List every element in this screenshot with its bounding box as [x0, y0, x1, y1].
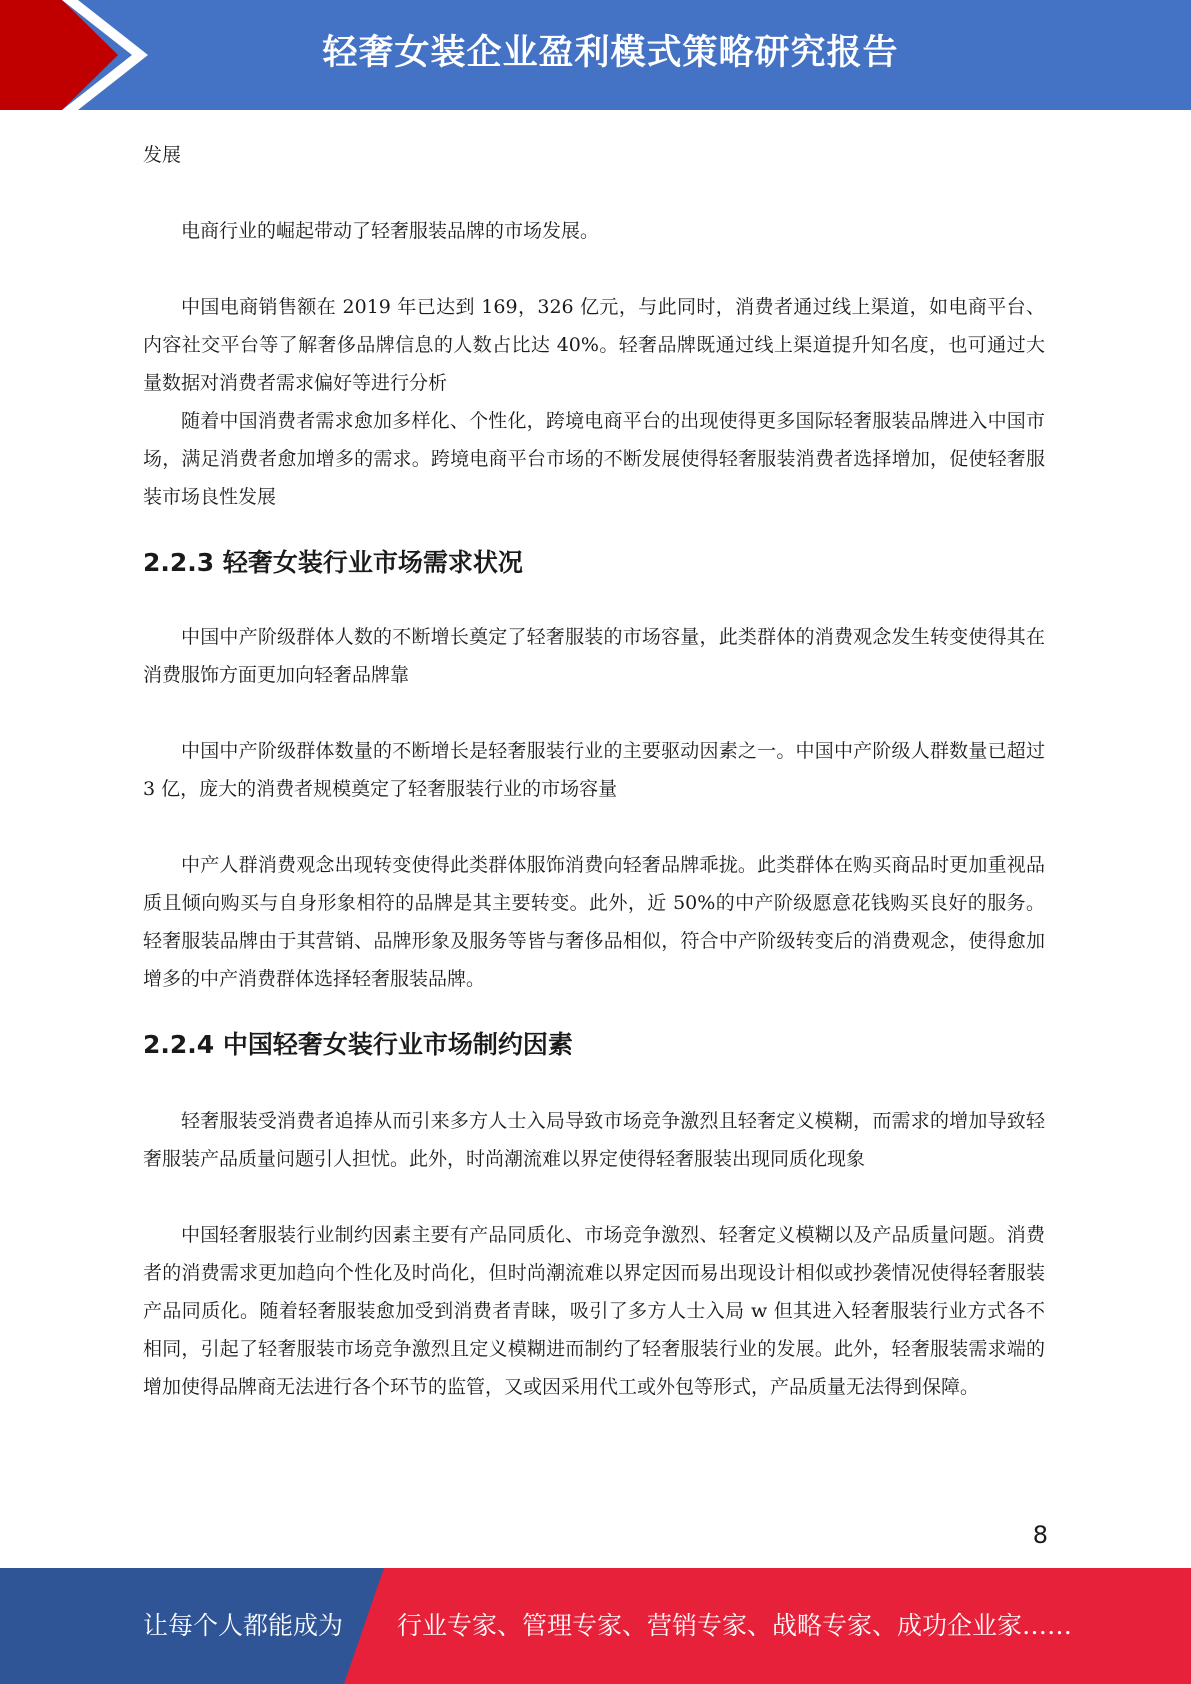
paragraph-constraints-summary: 轻奢服装受消费者追捧从而引来多方人士入局导致市场竞争激烈且轻奢定义模糊，而需求的增加导致轻奢服装产品质量问题引人担忧。此外，时尚潮流难以界定使得轻奢服装出现同质化现象 — [143, 1110, 1045, 1170]
footer-slogan-left: 让每个人都能成为 — [143, 1611, 344, 1640]
page-footer — [0, 1568, 1191, 1684]
spacer — [143, 694, 1045, 732]
spacer — [143, 1064, 1045, 1102]
footer-slogan-right: 行业专家、管理专家、营销专家、战略专家、成功企业家…… — [397, 1611, 1073, 1640]
red-chevron-logo — [0, 0, 160, 110]
main-content — [143, 136, 1045, 1406]
paragraph-middle-class-summary: 中国中产阶级群体人数的不断增长奠定了轻奢服装的市场容量，此类群体的消费观念发生转变使得其在消费服饰方面更加向轻奢品牌靠 — [143, 626, 1045, 686]
spacer — [143, 582, 1045, 618]
spacer — [143, 1178, 1045, 1216]
report-title: 轻奢女装企业盈利模式策略研究报告 — [322, 33, 899, 73]
paragraph-consumption-shift: 中产人群消费观念出现转变使得此类群体服饰消费向轻奢品牌乖拢。此类群体在购买商品时更加重视品质且倾向购买与自身形象相符的品牌是其主要转变。此外，近 50%的中产阶级愿意花钱购买良好的服务。轻奢服装品牌由于其营销、品牌形象及服务等皆与奢侈品相似，符合中产阶级转变后的消费观念，使得愈加增多的中产消费群体选择轻奢服装品牌。 — [143, 854, 1045, 990]
paragraph-cross-border: 随着中国消费者需求愈加多样化、个性化，跨境电商平台的出现使得更多国际轻奢服装品牌进入中国市场，满足消费者愈加增多的需求。跨境电商平台市场的不断发展使得轻奢服装消费者选择增加，促使轻奢服装市场良性发展 — [143, 410, 1045, 508]
paragraph-continuation: 发展 — [143, 144, 182, 166]
page-header — [0, 0, 1191, 110]
paragraph-ecommerce-sales: 中国电商销售额在 2019 年已达到 169，326 亿元，与此同时，消费者通过线上渠道，如电商平台、内容社交平台等了解奢侈品牌信息的人数占比达 40%。轻奢品牌既通过线上渠道提升知名度，也可通过大量数据对消费者需求偏好等进行分析 — [143, 296, 1045, 394]
paragraph-constraints-detail: 中国轻奢服装行业制约因素主要有产品同质化、市场竞争激烈、轻奢定义模糊以及产品质量问题。消费者的消费需求更加趋向个性化及时尚化，但时尚潮流难以界定因而易出现设计相似或抄袭情况使得轻奢服装产品同质化。随着轻奢服装愈加受到消费者青睐，吸引了多方人士入局 w 但其进入轻奢服装行业方式各不相同，引起了轻奢服装市场竞争激烈且定义模糊进而制约了轻奢服装行业的发展。此外，轻奢服装需求端的增加使得品牌商无法进行各个环节的监管，又或因采用代工或外包等形式，产品质量无法得到保障。 — [143, 1224, 1045, 1398]
spacer — [143, 516, 1045, 544]
spacer — [143, 174, 1045, 212]
chevron-red-fill — [0, 0, 118, 110]
spacer — [143, 250, 1045, 288]
section-heading-2-2-4: 2.2.4 中国轻奢女装行业市场制约因素 — [143, 1030, 573, 1059]
spacer — [143, 808, 1045, 846]
section-heading-2-2-3: 2.2.3 轻奢女装行业市场需求状况 — [143, 548, 523, 577]
paragraph-summary-ecommerce: 电商行业的崛起带动了轻奢服装品牌的市场发展。 — [181, 220, 600, 242]
paragraph-middle-class-growth: 中国中产阶级群体数量的不断增长是轻奢服装行业的主要驱动因素之一。中国中产阶级人群数量已超过 3 亿，庞大的消费者规模奠定了轻奢服装行业的市场容量 — [143, 740, 1045, 800]
page-number: 8 — [1032, 1521, 1048, 1549]
spacer — [143, 998, 1045, 1026]
